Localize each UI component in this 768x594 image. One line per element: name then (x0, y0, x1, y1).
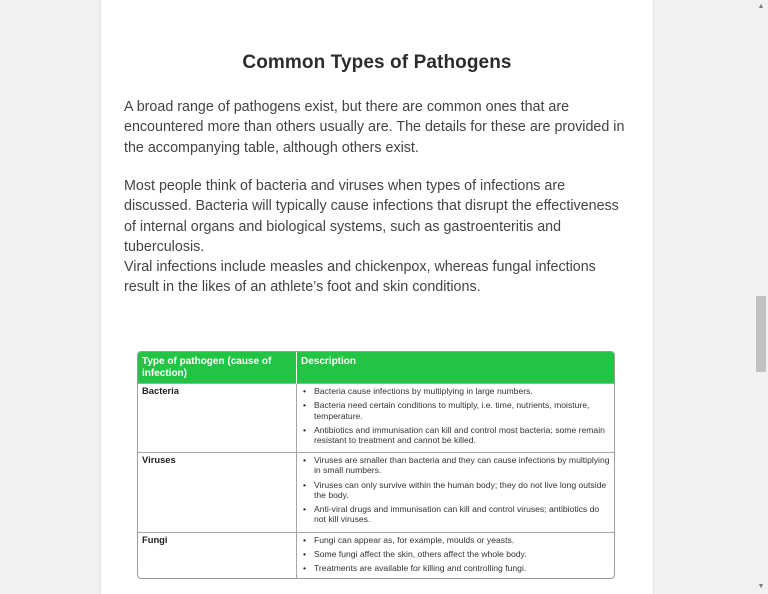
description-cell (297, 533, 615, 579)
vertical-scrollbar[interactable] (754, 0, 768, 594)
description-item: • Some fungi affect the skin, others affect the whole body. (301, 549, 610, 559)
table-row (138, 384, 614, 453)
description-item: • Bacteria need certain conditions to multiply, i.e. time, nutrients, moisture, temperature. (301, 400, 610, 421)
description-item: • Antibiotics and immunisation can kill and control most bacteria; some remain resistant to treatment and cannot be killed. (301, 425, 610, 446)
pathogen-type-cell: Fungi (138, 533, 297, 579)
scroll-up-arrow-icon[interactable]: ▲ (757, 3, 765, 10)
description-item: • Treatments are available for killing and controlling fungi. (301, 563, 610, 573)
description-item: • Bacteria cause infections by multiplying in large numbers. (301, 386, 610, 396)
table-row (138, 533, 614, 579)
description-item: • Viruses can only survive within the human body; they do not live long outside the body. (301, 480, 610, 501)
table-row (138, 453, 614, 533)
scrollbar-thumb[interactable] (756, 296, 766, 372)
scroll-down-arrow-icon[interactable]: ▼ (757, 583, 765, 590)
infection-paragraph (124, 176, 634, 298)
table-header-row (138, 352, 614, 384)
pathogen-type-cell: Viruses (138, 453, 297, 533)
pathogen-type-cell: Bacteria (138, 384, 297, 453)
viral-fungal-text: Viral infections include measles and chickenpox, whereas fungal infections result in the likes of an athlete’s foot and skin conditions. (124, 259, 596, 296)
description-item: • Anti-viral drugs and immunisation can kill and control viruses; antibiotics do not kill viruses. (301, 504, 610, 525)
header-description: Description (297, 352, 615, 384)
description-item: • Fungi can appear as, for example, moulds or yeasts. (301, 535, 610, 545)
description-cell (297, 384, 615, 453)
document-page (100, 0, 654, 594)
description-item: • Viruses are smaller than bacteria and they can cause infections by multiplying in small numbers. (301, 455, 610, 476)
header-type-of-pathogen: Type of pathogen (cause of infection) (138, 352, 297, 384)
description-cell (297, 453, 615, 533)
pathogen-table (137, 351, 615, 579)
intro-paragraph: A broad range of pathogens exist, but there are common ones that are encountered more than others usually are. The details for these are provided in the accompanying table, although others exist. (124, 99, 625, 156)
bacteria-viruses-text: Most people think of bacteria and viruses when types of infections are discussed. Bacteria will typically cause infections that disrupt the effectiveness of internal organs and biological systems, such as gastroenteritis and tuberculosis. (124, 178, 619, 255)
page-title: Common Types of Pathogens (242, 52, 512, 73)
